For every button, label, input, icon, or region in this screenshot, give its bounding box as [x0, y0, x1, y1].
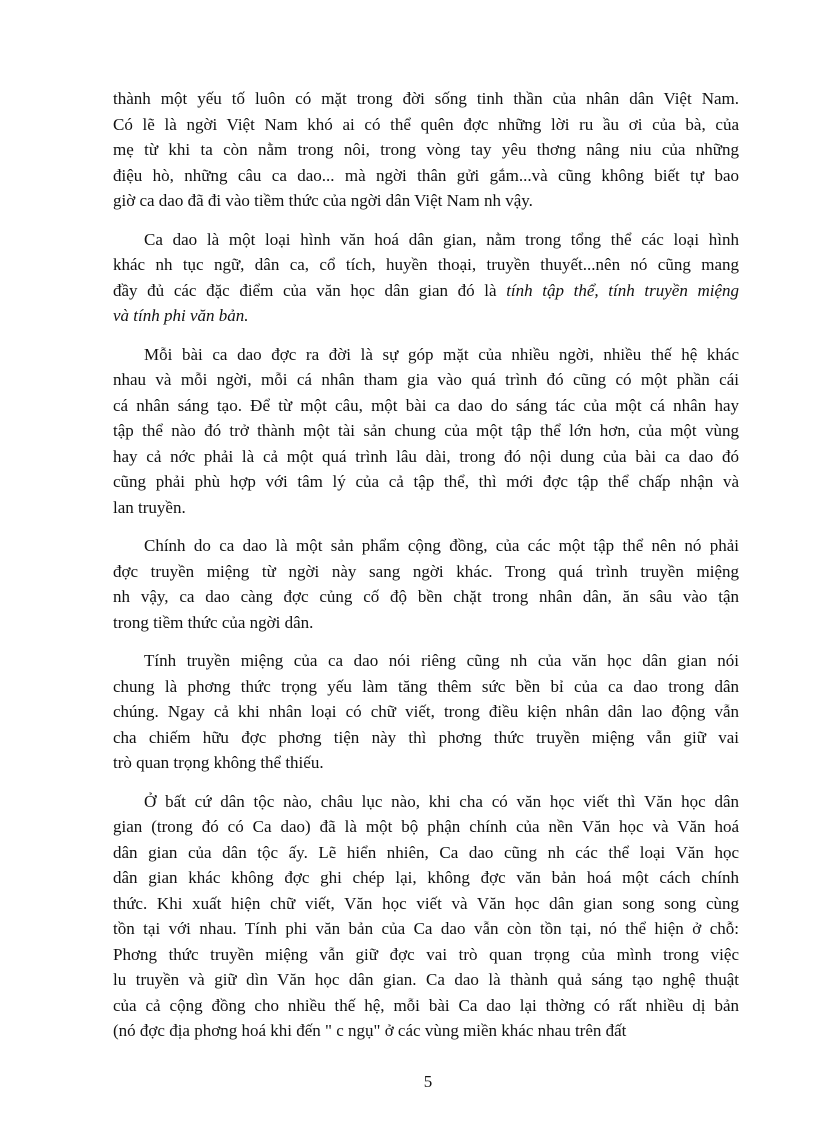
body-paragraph: [113, 789, 739, 1044]
paragraph-line: Có lẽ là ngời Việt Nam khó ai có thể quên đợc những lời ru ầu ơi của bà, của: [113, 114, 739, 134]
paragraph-line: hay cả nớc phải là cả một quá trình lâu dài, trong đó nội dung của bài ca dao đó: [113, 446, 739, 466]
paragraph-line: [113, 303, 739, 329]
paragraph-line: tập thể nào đó trở thành một tài sản chung của một tập thể lớn hơn, của một vùng: [113, 421, 739, 440]
emphasis-text: và tính phi văn bản.: [113, 306, 249, 325]
paragraph-line: [113, 278, 739, 304]
paragraph-line: cũng phải phù hợp với tâm lý của cả tập thể, thì mới đợc tập thể chấp nhận và: [113, 472, 739, 491]
paragraph-line: dân gian khác không đợc ghi chép lại, không đợc văn bản hoá một cách chính: [113, 868, 739, 887]
paragraph-line: tồn tại với nhau. Tính phi văn bản của Ca dao vẫn còn tồn tại, nó thể hiện ở chỗ:: [113, 919, 739, 938]
paragraph-line: Ở bất cứ dân tộc nào, châu lục nào, khi cha có văn học viết thì Văn học dân: [144, 791, 739, 811]
paragraph-line: trong tiềm thức của ngời dân.: [113, 612, 314, 632]
body-paragraph: [113, 86, 739, 214]
paragraph-line: đợc truyền miệng từ ngời này sang ngời khác. Trong quá trình truyền miệng: [113, 561, 739, 581]
body-paragraph: [113, 648, 739, 776]
page-number: 5: [423, 1072, 433, 1091]
document-page: [113, 86, 739, 1057]
paragraph-line: Tính truyền miệng của ca dao nói riêng cũng nh của văn học dân gian nói: [144, 651, 739, 670]
paragraph-line: nhau và mỗi ngời, mỗi cá nhân tham gia vào quá trình đó cũng có một phần cái: [113, 370, 739, 389]
paragraph-line: Phơng thức truyền miệng vẫn giữ đợc vai trò quan trọng của mình trong việc: [113, 944, 739, 964]
body-paragraph: [113, 227, 739, 329]
paragraph-line: nh vậy, ca dao càng đợc củng cố độ bền chặt trong nhân dân, ăn sâu vào tận: [113, 587, 739, 606]
paragraph-line: chung là phơng thức trọng yếu làm tăng thêm sức bền bỉ của ca dao trong dân: [113, 676, 739, 696]
paragraph-line: điệu hò, những câu ca dao... mà ngời thân gửi gắm...và cũng không biết tự bao: [113, 165, 739, 185]
paragraph-line: (nó đợc địa phơng hoá khi đến " c ngụ" ở các vùng miền khác nhau trên đất: [113, 1021, 627, 1040]
document-body: [113, 86, 739, 1044]
paragraph-line: cá nhân sáng tạo. Để từ một câu, một bài ca dao do sáng tác của một cá nhân hay: [113, 395, 739, 415]
paragraph-line: khác nh tục ngữ, dân ca, cổ tích, huyền thoại, truyền thuyết...nên nó cũng mang: [113, 255, 739, 274]
paragraph-line: cha chiếm hữu đợc phơng tiện này thì phơng thức truyền miệng vẫn giữ vai: [113, 727, 739, 747]
paragraph-line: gian (trong đó có Ca dao) đã là một bộ phận chính của nền Văn học và Văn hoá: [113, 817, 739, 836]
emphasis-text: tính tập thể, tính truyền miệng: [506, 280, 740, 300]
paragraph-line: giờ ca dao đã đi vào tiềm thức của ngời dân Việt Nam nh vậy.: [113, 191, 533, 210]
paragraph-line: thành một yếu tố luôn có mặt trong đời sống tinh thần của nhân dân Việt Nam.: [113, 89, 739, 108]
paragraph-line: lu truyền và giữ dìn Văn học dân gian. Ca dao là thành quả sáng tạo nghệ thuật: [113, 970, 739, 989]
body-paragraph: [113, 533, 739, 635]
paragraph-line: lan truyền.: [113, 497, 186, 517]
body-paragraph: [113, 342, 739, 521]
paragraph-line: mẹ từ khi ta còn nằm trong nôi, trong vòng tay yêu thơng nâng niu của những: [113, 140, 739, 159]
paragraph-line: Ca dao là một loại hình văn hoá dân gian, nằm trong tổng thể các loại hình: [144, 229, 739, 249]
paragraph-line: chúng. Ngay cả khi nhân loại có chữ viết, trong điều kiện nhân dân lao động vẫn: [113, 702, 739, 721]
plain-text: đầy đủ các đặc điểm của văn học dân gian đó là: [113, 280, 507, 300]
paragraph-line: Chính do ca dao là một sản phẩm cộng đồng, của các một tập thể nên nó phải: [144, 536, 739, 555]
paragraph-line: Mỗi bài ca dao đợc ra đời là sự góp mặt của nhiều ngời, nhiều thế hệ khác: [144, 344, 739, 364]
paragraph-line: dân gian của dân tộc ấy. Lẽ hiển nhiên, Ca dao cũng nh các thể loại Văn học: [113, 842, 739, 862]
paragraph-line: thức. Khi xuất hiện chữ viết, Văn học viết và Văn học dân gian song song cùng: [113, 893, 739, 913]
paragraph-line: trò quan trọng không thể thiếu.: [113, 753, 324, 772]
paragraph-line: của cả cộng đồng cho nhiều thế hệ, mỗi bài Ca dao lại thờng có rất nhiều dị bản: [113, 995, 739, 1015]
